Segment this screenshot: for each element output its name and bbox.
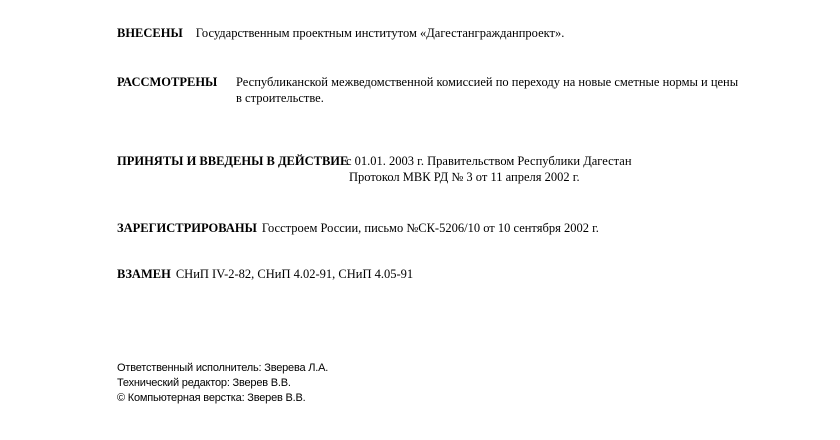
rassmotreny-line-1: Республиканской межведомственной комиссией по переходу на новые сметные нормы и цены <box>236 75 739 89</box>
prinyaty-line-2: Протокол МВК РД № 3 от 11 апреля 2002 г. <box>349 170 580 184</box>
vzamen-section <box>117 266 413 282</box>
rassmotreny-line-2: в строительстве. <box>236 91 324 105</box>
credits-line-editor: Технический редактор: Зверев В.В. <box>117 377 291 389</box>
zaregistrirovany-label: ЗАРЕГИСТРИРОВАНЫ <box>117 221 257 235</box>
zaregistrirovany-section <box>117 220 599 236</box>
vneseny-section <box>117 25 564 41</box>
prinyaty-label: ПРИНЯТЫ И ВВЕДЕНЫ В ДЕЙСТВИЕ <box>117 154 349 168</box>
credits-line-layout: © Компьютерная верстка: Зверев В.В. <box>117 392 306 404</box>
rassmotreny-label: РАССМОТРЕНЫ <box>117 75 218 89</box>
vneseny-text: Государственным проектным институтом «Дагестангражданпроект». <box>195 26 565 40</box>
credits-block <box>117 361 328 406</box>
credits-line-executor: Ответственный исполнитель: Зверева Л.А. <box>117 362 329 374</box>
vzamen-text: СНиП IV-2-82, СНиП 4.02-91, СНиП 4.05-91 <box>175 267 414 281</box>
vneseny-label: ВНЕСЕНЫ <box>117 26 183 40</box>
vzamen-label: ВЗАМЕН <box>117 267 171 281</box>
prinyaty-line-1: с 01.01. 2003 г. Правительством Республики Дагестан <box>346 154 632 168</box>
zaregistrirovany-text: Госстроем России, письмо №СК-5206/10 от 10 сентября 2002 г. <box>261 221 599 235</box>
